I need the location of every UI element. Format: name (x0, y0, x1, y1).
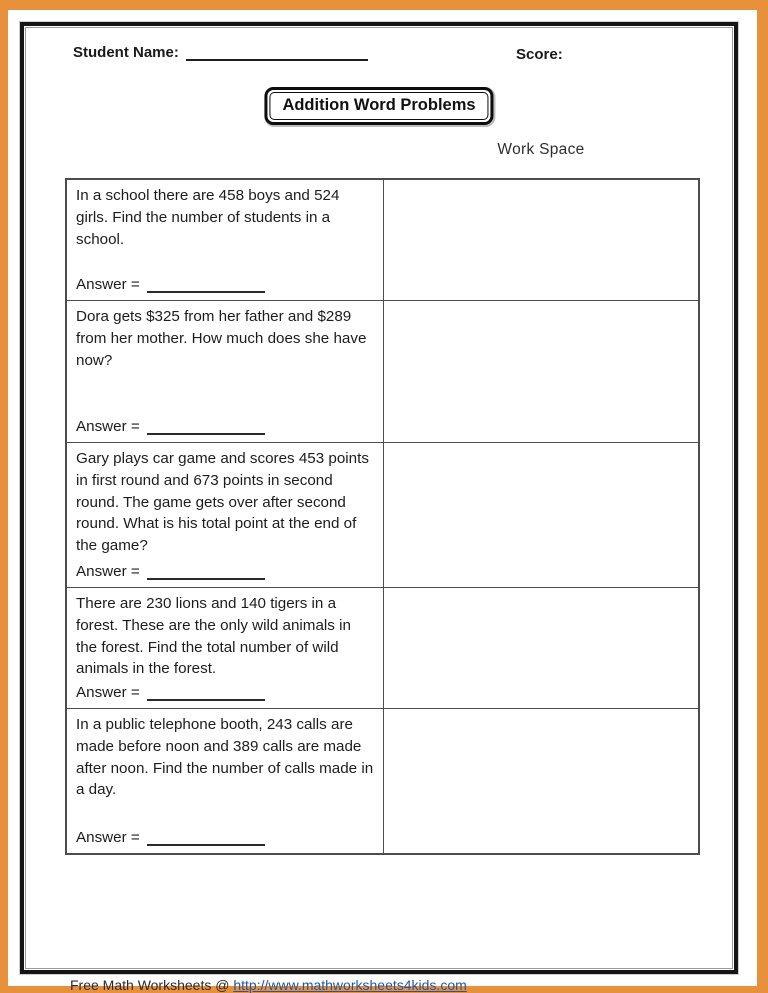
problem-text: Dora gets $325 from her father and $289 from her mother. How much does she have now? (76, 308, 367, 369)
answer-label: Answer = (76, 829, 140, 846)
answer-blank-line (147, 565, 265, 580)
answer-row (76, 276, 374, 293)
score-label: Score: (516, 46, 563, 63)
problems-table (65, 178, 700, 855)
answer-row (76, 684, 374, 701)
workspace-cell (384, 180, 698, 300)
footer (70, 977, 467, 993)
answer-row (76, 563, 374, 580)
workspace-cell (384, 301, 698, 442)
student-name-field (73, 44, 368, 61)
workspace-cell (384, 709, 698, 853)
problem-cell (67, 709, 384, 853)
footer-link[interactable]: http://www.mathworksheets4kids.com (233, 977, 467, 993)
problem-cell (67, 588, 384, 708)
answer-label: Answer = (76, 563, 140, 580)
page-title: Addition Word Problems (269, 92, 488, 120)
problem-cell (67, 301, 384, 442)
answer-blank-line (147, 278, 265, 293)
paper-background (8, 10, 757, 993)
answer-label: Answer = (76, 418, 140, 435)
answer-blank-line (147, 420, 265, 435)
problem-text: In a public telephone booth, 243 calls are made before noon and 389 calls are made after noon. Find the number of calls made in a day. (76, 716, 374, 799)
title-box (264, 87, 493, 125)
table-row (67, 588, 698, 709)
table-row (67, 301, 698, 443)
answer-row (76, 418, 374, 435)
workspace-column-header: Work Space (497, 141, 585, 158)
answer-label: Answer = (76, 276, 140, 293)
table-row (67, 443, 698, 588)
student-name-blank-line (186, 44, 368, 61)
answer-row (76, 829, 374, 846)
answer-blank-line (147, 686, 265, 701)
problem-cell (67, 180, 384, 300)
problem-cell (67, 443, 384, 587)
table-row (67, 180, 698, 301)
table-row (67, 709, 698, 853)
problem-text: In a school there are 458 boys and 524 girls. Find the number of students in a school. (76, 187, 340, 248)
workspace-cell (384, 588, 698, 708)
workspace-cell (384, 443, 698, 587)
answer-blank-line (147, 831, 265, 846)
problem-text: Gary plays car game and scores 453 points in first round and 673 points in second round. The game gets over after second round. What is his total point at the end of the game? (76, 450, 369, 555)
student-name-label: Student Name: (73, 44, 179, 61)
footer-text: Free Math Worksheets @ (70, 977, 234, 993)
answer-label: Answer = (76, 684, 140, 701)
problem-text: There are 230 lions and 140 tigers in a forest. These are the only wild animals in the forest. Find the total number of wild animals in the forest. (76, 595, 351, 678)
